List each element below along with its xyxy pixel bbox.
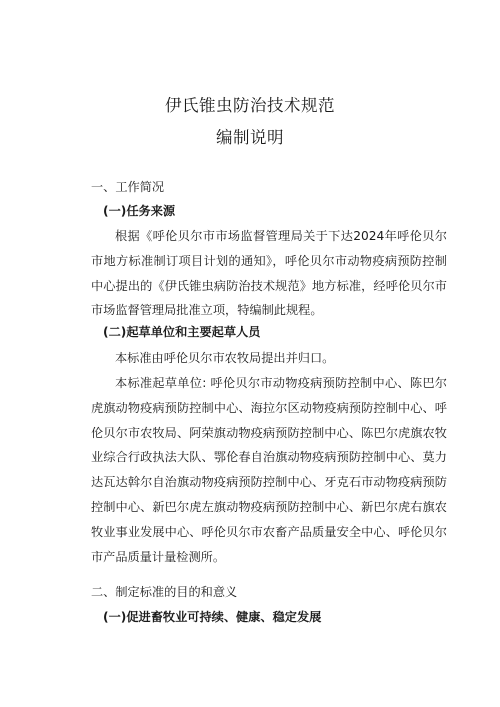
subsection-heading-sustainable-development: (一)促进畜牧业可持续、健康、稳定发展 — [103, 610, 322, 624]
section-heading-purpose: 二、制定标准的目的和意义 — [91, 585, 238, 599]
paragraph-task-source: 根据《呼伦贝尔市市场监督管理局关于下达2024年呼伦贝尔市地方标准制订项目计划的通知》，呼伦贝尔市动物疫病预防控制中心提出的《伊氏锥虫病防治技术规范》地方标准，经呼伦贝尔市市场监督管理局批准立项，特编制此规程。 — [91, 229, 447, 318]
paragraph-proposer: 本标准由呼伦贝尔市农牧局提出并归口。 — [115, 351, 335, 365]
section-heading-work-overview: 一、工作简况 — [91, 180, 165, 194]
subsection-heading-drafting-units: (二)起草单位和主要起草人员 — [103, 325, 261, 339]
paragraph-drafting-units: 本标准起草单位: 呼伦贝尔市动物疫病预防控制中心、陈巴尔虎旗动物疫病预防控制中心、海拉尔区动物疫病预防控制中心、呼伦贝尔市农牧局、阿荣旗动物疫病预防控制中心、陈巴尔虎旗农牧业综合行政执法大队、鄂伦春自治旗动物疫病预防控制中心、莫力达瓦达斡尔自治旗动物疫病预防控制中心、牙克石市动物疫病预防控制中心、新巴尔虎左旗动物疫病预防控制中心、新巴尔虎右旗农牧业事业发展中心、呼伦贝尔市农畜产品质量安全中心、呼伦贝尔市产品质量计量检测所。 — [91, 376, 447, 564]
document-subtitle: 编制说明 — [216, 128, 284, 147]
subsection-heading-task-source: (一)任务来源 — [103, 204, 176, 218]
document-title: 伊氏锥虫防治技术规范 — [165, 96, 335, 115]
